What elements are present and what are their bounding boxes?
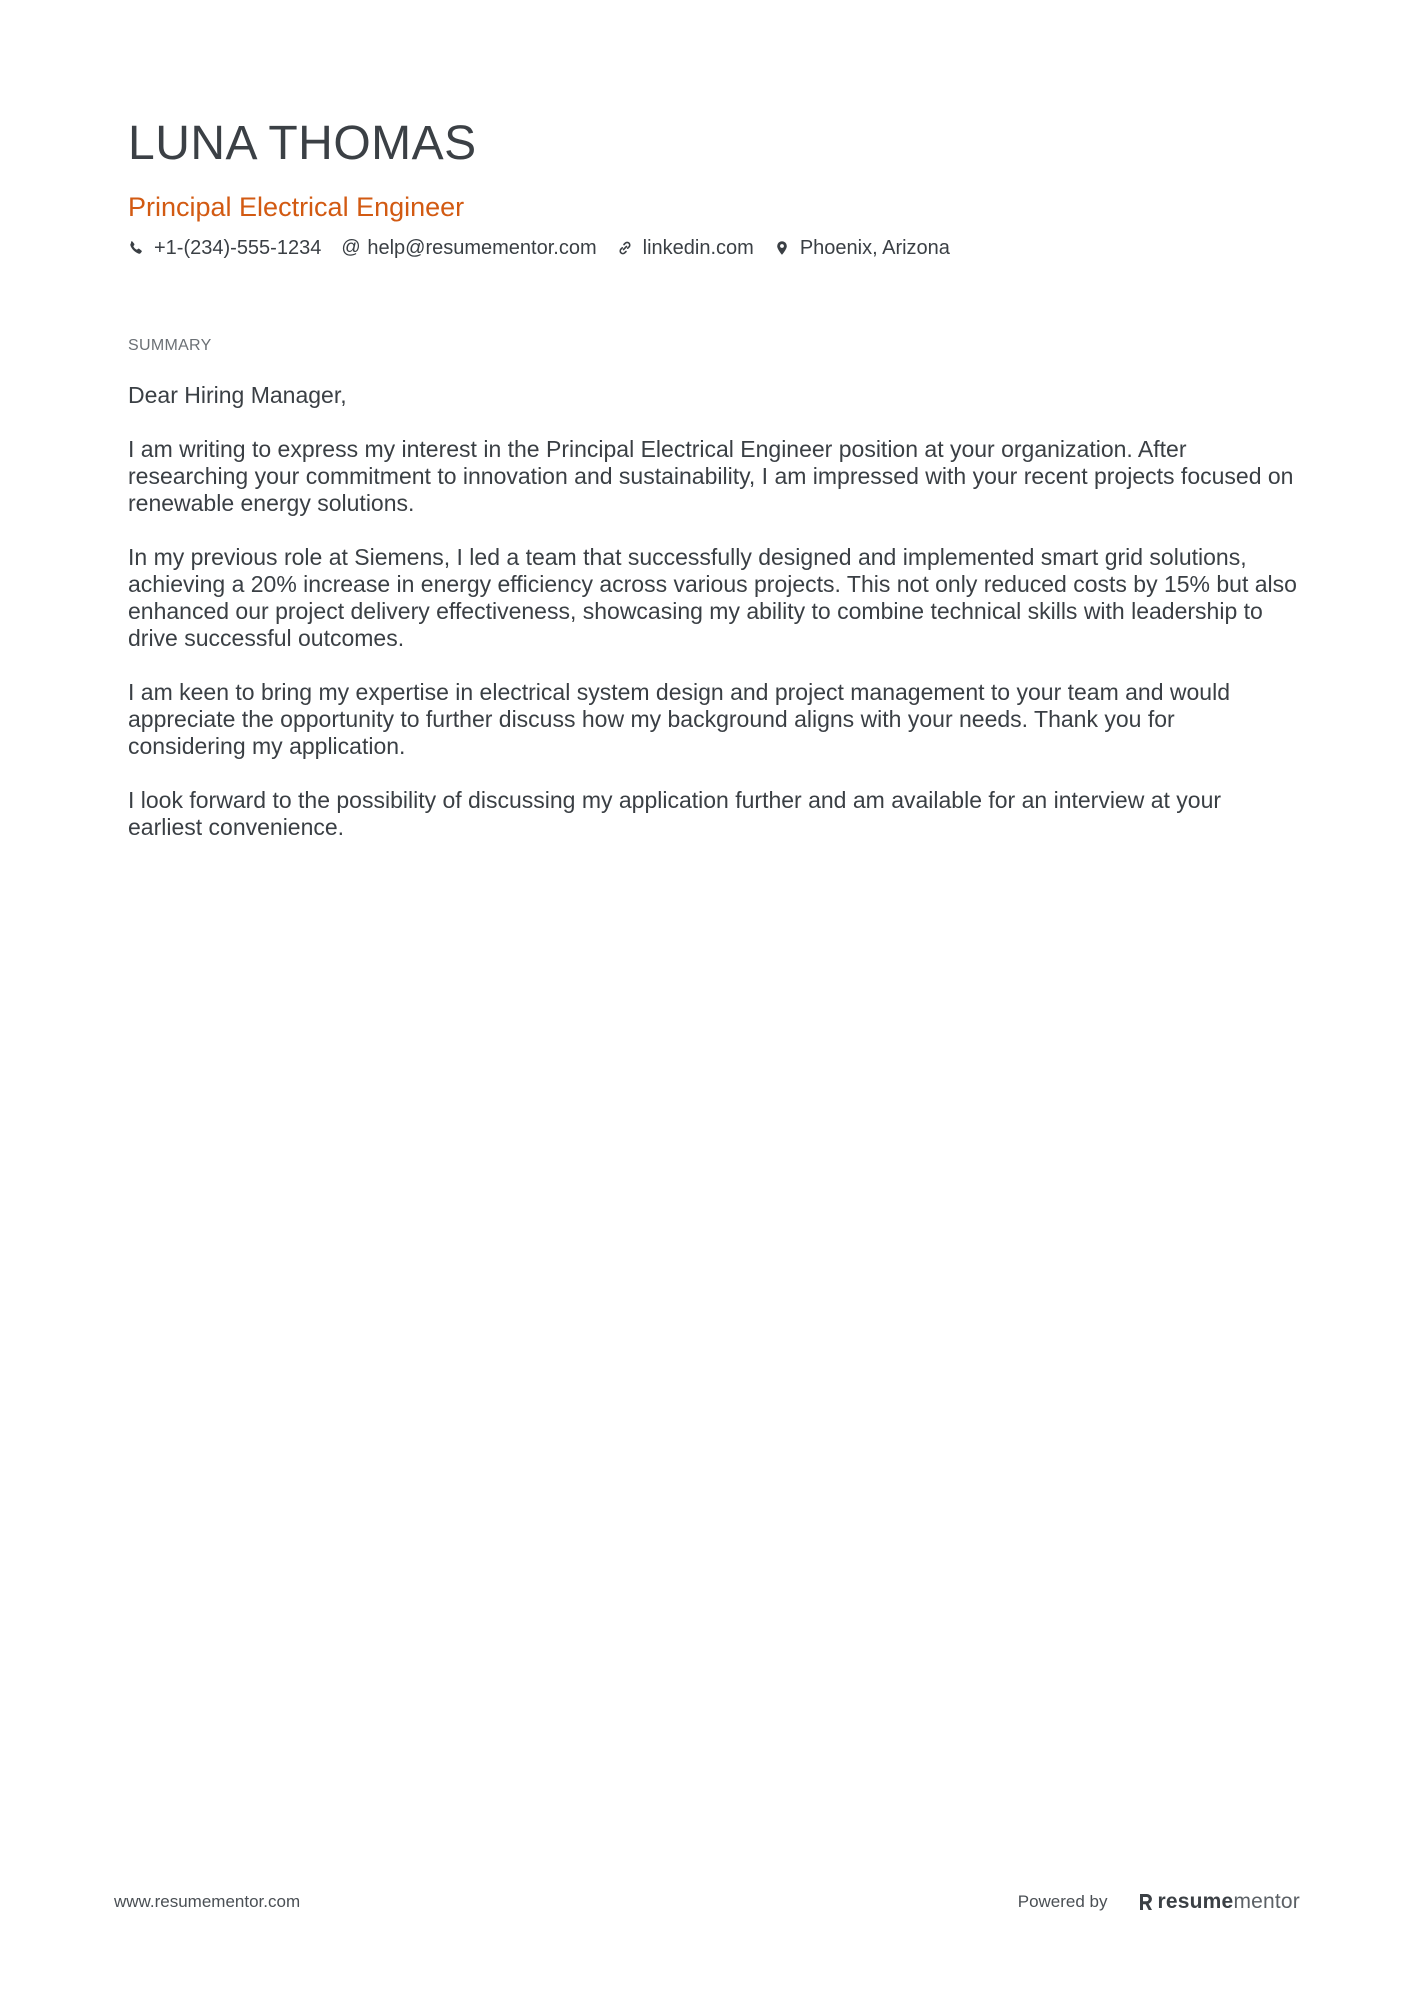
link-icon [617,240,633,256]
powered-by-label: Powered by [1017,1892,1108,1911]
salutation: Dear Hiring Manager, [128,382,347,408]
footer-website[interactable]: www.resumementor.com [114,1892,301,1911]
location-text: Phoenix, Arizona [799,237,950,259]
phone-icon [128,240,144,256]
link-text[interactable]: linkedin.com [642,237,754,259]
paragraph-2: In my previous role at Siemens, I led a team that successfully designed and implemented smart grid solutions, achieving a 20% increase in energy efficiency across various projects. This not only reduced costs by 15% but also enhanced our project delivery effectiveness, showcasing my ability to combine technical skills with leadership to drive successful outcomes. [128,544,1297,651]
resumementor-logo-icon [1138,1892,1154,1912]
contact-phone [128,234,321,262]
section-label-summary: SUMMARY [128,337,212,354]
phone-text: +1-(234)-555-1234 [154,237,322,259]
contact-row [128,234,1288,262]
job-title: Principal Electrical Engineer [128,192,465,222]
powered-by [1018,1890,1300,1914]
footer [114,1890,1300,1914]
paragraph-3: I am keen to bring my expertise in electrical system design and project management to your team and would appreciate the opportunity to further discuss how my background aligns with your needs. Thank you for considering my application. [128,679,1231,759]
at-icon: @ [341,237,361,258]
brand-logo[interactable] [1138,1890,1300,1914]
paragraph-4: I look forward to the possibility of discussing my application further and am available for an interview at your earliest convenience. [128,787,1222,840]
email-text[interactable]: help@resumementor.com [367,237,597,259]
candidate-name: LUNA THOMAS [128,117,477,170]
letter-body [128,382,1298,868]
contact-location [774,234,950,262]
paragraph-1: I am writing to express my interest in the Principal Electrical Engineer position at your organization. After researching your commitment to innovation and sustainability, I am impressed with your recent projects focused on renewable energy solutions. [128,436,1294,516]
brand-name-bold: resume [1157,1890,1234,1913]
contact-link[interactable] [617,234,754,262]
map-pin-icon [774,240,790,256]
contact-email[interactable] [341,234,596,262]
header [128,112,1288,262]
brand-name-light: mentor [1233,1890,1300,1913]
